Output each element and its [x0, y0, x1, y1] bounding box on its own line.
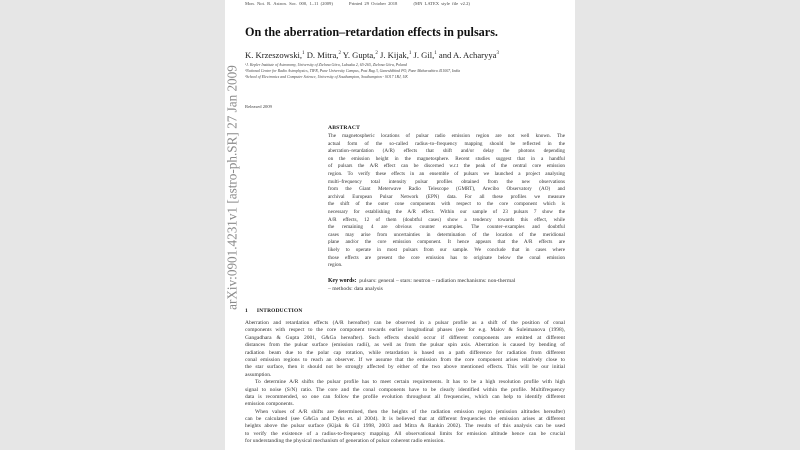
affiliation-marker: 2: [338, 51, 341, 57]
introduction-body: [245, 320, 565, 446]
keywords-text: – methods: data analysis: [328, 286, 383, 292]
paragraph-line: can be calculated (see G&Ga and Dyks et. al 2004). It is believed that at different frequencies the emission arises at different: [245, 416, 565, 423]
author: and A. Acharyya: [436, 50, 497, 60]
abstract-line: multi–frequency total intensity pulsar profiles obtained from the new observations: [328, 178, 565, 185]
abstract-line: necessary for establishing the A/R effect. Within our sample of 23 pulsars 7 show the: [328, 208, 565, 215]
paragraph-line: the star surface, then it should not be strongly affected by either of the two above mentioned effects. This will be our initial: [245, 364, 565, 371]
abstract-line: region.: [328, 262, 343, 269]
arxiv-stamp: arXiv:0901.4231v1 [astro-ph.SR] 27 Jan 2009: [225, 65, 240, 310]
paragraph-line: heights above the pulsar surface (Kijak & Gil 1998, 2003 and Mitra & Rankin 2002). The results of this analysis can be used: [245, 423, 565, 430]
abstract-line: likely to operate in most pulsars from our sample. We conclude that in cases where: [328, 246, 565, 253]
keywords: [328, 277, 565, 293]
affiliation-marker: 1: [408, 51, 412, 57]
affiliation-marker: 3: [496, 51, 499, 57]
printed-date: Printed 29 October 2018: [349, 1, 398, 6]
abstract-line: the remaining 4 are obvious counter examples. The counter–examples and doubtful: [328, 224, 565, 231]
author: D. Mitra,: [304, 50, 339, 60]
abstract-line: on the emission height in the magnetosphere. Recent studies suggest that in a handful: [328, 155, 565, 162]
abstract-line: from the Giant Meterwave Radio Telescope (GMRT), Arecibo Observatory (AO) and: [328, 186, 565, 193]
running-header: [245, 1, 484, 7]
author: Y. Gupta,: [340, 50, 376, 60]
abstract-line: cases may arise from uncertainties in determination of the location of the meridional: [328, 231, 565, 238]
author-list: [245, 50, 499, 61]
author: K. Krzeszowski,: [245, 50, 303, 60]
paper-title: On the aberration–retardation effects in pulsars.: [245, 25, 498, 39]
section-number: 1: [245, 308, 248, 314]
paragraph-line: To determine A/R shifts the pulsar profile has to meet certain requirements. It has to be a high resolution profile with high: [255, 379, 565, 386]
abstract-line: those effects are present the core emission has to originate below the conal emission: [328, 254, 565, 261]
paragraph-line: components with respect to the core component towards earlier longitudinal phases (see for e.g. Malov & Suleimanova (1998),: [245, 327, 565, 334]
paragraph-line: Gangadhara & Gupta 2001, G&Ga hereafter). Such effects should occur if different components are emitted at different: [245, 334, 565, 341]
section-heading: [245, 308, 311, 315]
author: J. Gil,: [411, 50, 435, 60]
paragraph-line: radiation beam due to the polar cap rotation, while retardation is based on a path difference for radiation from different: [245, 349, 565, 356]
affiliation: ¹J. Kepler Institute of Astronomy, University of Zielona Góra, Lubuska 2, 65-265, Zielona Góra, Poland: [245, 63, 407, 67]
paragraph-line: assumption.: [245, 371, 272, 378]
affiliation-marker: 1: [302, 51, 305, 57]
keywords-label: Key words:: [328, 278, 357, 284]
style-file: (MN LATEX style file v2.2): [413, 1, 470, 6]
paragraph-line: for understanding the physical mechanism of generation of pulsar coherent radio emission.: [245, 438, 445, 445]
journal-citation: Mon. Not. R. Astron. Soc. 000, 1–11 (2009): [245, 1, 333, 6]
affiliation-marker: 2: [375, 51, 378, 57]
abstract-line: of pulsars the A/R effect can be discerned w.r.t the peak of the central core emission: [328, 163, 565, 170]
paragraph-line: When values of A/R shifts are determined, then the heights of the radiation emission region (emission altitudes hereafter): [255, 408, 565, 415]
abstract-line: plane and/or the core emission component. It hence appears that the A/R effects are: [328, 239, 565, 246]
abstract-line: The magnetospheric locations of pulsar radio emission region are not well known. The: [328, 133, 565, 139]
affiliation-marker: 1: [434, 51, 437, 57]
paragraph-line: distances from the pulsar surface (emission radii), as well as from the pulsar spin axis. Aberration is caused by bending of: [245, 342, 565, 349]
abstract-line: archival European Pulsar Network (EPN) data. For all these profiles we measure: [328, 193, 565, 200]
author: J. Kijak,: [377, 50, 409, 60]
abstract-line: A/R effects, 12 of them (doubtful cases) show a tendency towards this effect, while: [328, 216, 565, 223]
abstract: [328, 125, 565, 270]
section-title: INTRODUCTION: [256, 308, 303, 314]
abstract-heading: ABSTRACT: [328, 125, 361, 131]
abstract-line: region. To verify these effects in an ensemble of pulsars we launched a project analysing: [328, 170, 565, 177]
abstract-line: the shift of the outer cone components with respect to the core component which is: [328, 201, 565, 208]
keywords-text: pulsars: general – stars: neutron – radiation mechanisms: non-thermal: [359, 278, 516, 284]
affiliation: ³School of Electronics and Computer Science, University of Southampton, Southampton - SO17 1BJ, UK: [245, 75, 408, 79]
abstract-line: actual form of the so-called radius–to–frequency mapping should be reflected in the: [328, 140, 565, 147]
released-date: Released 2009: [245, 104, 272, 109]
affiliation: ²National Centre for Radio Astrophysics, TIFR, Pune University Campus, Post Bag 3, Ganeshkhind PO, Pune Maharashtra 411007, India: [245, 69, 461, 73]
paragraph-line: emission components.: [245, 401, 294, 408]
abstract-line: aberration–retardation (A/R) effects that shift and/or delay the photons depending: [328, 148, 565, 155]
paragraph-line: conal emission regions to reach an observer. If we assume that the emission from the core component arises relatively close to: [245, 356, 565, 363]
paragraph-line: data is recommended, so one can follow the profile evolution throughout all frequencies, which can help to identify different: [245, 393, 565, 400]
paragraph-line: to verify the existence of a radius-to-frequency mapping. All observational limits for emission altitude hence can be crucial: [245, 430, 565, 437]
paragraph-line: Aberration and retardation effects (A/R hereafter) can be observed in a pulsar profile as a shift of the position of conal: [245, 320, 565, 326]
paragraph-line: signal to noise (S/N) ratio. The core and the conal components have to be clearly identified within the profile. Multifrequency: [245, 386, 565, 393]
pdf-page: [225, 0, 575, 450]
